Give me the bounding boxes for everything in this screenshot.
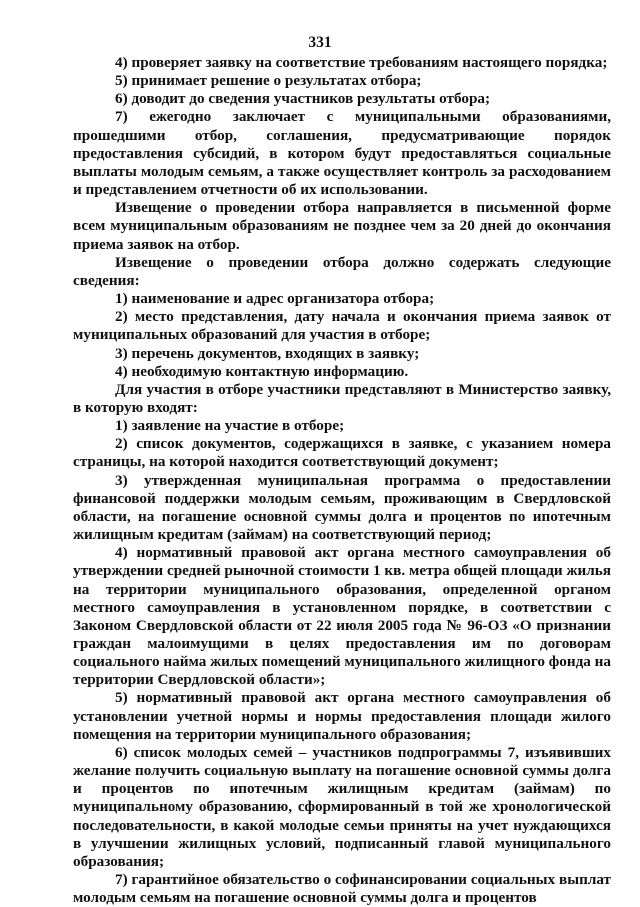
paragraph: 3) утвержденная муниципальная программа о предоставлении финансовой поддержки молодым семьям, проживающим в Свердловской области, на погашение основной суммы долга и процентов по ипотечным жилищным кредитам (займам) на соответствующий период;: [73, 471, 611, 544]
paragraph: 6) доводит до сведения участников результаты отбора;: [115, 90, 491, 108]
paragraph: Извещение о проведении отбора должно содержать следующие сведения:: [73, 253, 611, 289]
page-number: 331: [308, 34, 332, 51]
paragraph: 5) нормативный правовой акт органа местного самоуправления об установлении учетной нормы и нормы предоставления площади жилого помещения на территории муниципального образования;: [73, 689, 611, 743]
paragraph: 7) гарантийное обязательство о софинансировании социальных выплат молодым семьям на погашение основной суммы долга и процентов: [73, 871, 611, 907]
paragraph: 2) место представления, дату начала и окончания приема заявок от муниципальных образований для участия в отборе;: [73, 308, 611, 344]
paragraph: 4) необходимую контактную информацию.: [115, 362, 409, 380]
paragraph: 1) заявление на участие в отборе;: [115, 417, 345, 435]
paragraph: Извещение о проведении отбора направляется в письменной форме всем муниципальным образованиям не позднее чем за 20 дней до окончания приема заявок на отбор.: [73, 199, 611, 253]
document-body: [73, 54, 611, 907]
paragraph: 1) наименование и адрес организатора отбора;: [115, 290, 435, 308]
paragraph: 2) список документов, содержащихся в заявке, с указанием номера страницы, на которой находится соответствующий документ;: [73, 435, 611, 471]
paragraph: 6) список молодых семей – участников подпрограммы 7, изъявивших желание получить социальную выплату на погашение основной суммы долга и процентов по ипотечным жилищным кредитам (займам) по муниципальному образованию, сформированный в той же хронологической последовательности, в какой молодые семьи приняты на учет нуждающихся в улучшении жилищных условий, подписанный главой муниципального образования;: [73, 743, 611, 870]
paragraph: 7) ежегодно заключает с муниципальными образованиями, прошедшими отбор, соглашения, предусматривающие порядок предоставления субсидий, в котором будут предоставляться социальные выплаты молодым семьям, а также осуществляет контроль за расходованием и представлением отчетности об их использовании.: [73, 108, 611, 199]
paragraph: Для участия в отборе участники представляют в Министерство заявку, в которую входят:: [73, 380, 611, 416]
paragraph: 4) нормативный правовой акт органа местного самоуправления об утверждении средней рыночной стоимости 1 кв. метра общей площади жилья на территории муниципального образования, определенной органом местного самоуправления в установленном порядке, в соответствии с Законом Свердловской области от 22 июля 2005 года № 96-ОЗ «О признании граждан малоимущими в целях предоставления им по договорам социального найма жилых помещений муниципального жилищного фонда на территории Свердловской области»;: [73, 544, 611, 689]
paragraph: 5) принимает решение о результатах отбора;: [115, 72, 422, 90]
paragraph: 4) проверяет заявку на соответствие требованиям настоящего порядка;: [115, 54, 608, 71]
paragraph: 3) перечень документов, входящих в заявку;: [115, 344, 420, 362]
